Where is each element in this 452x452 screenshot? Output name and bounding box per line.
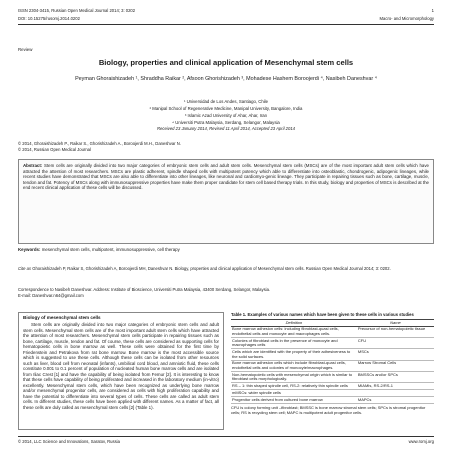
table-row (231, 360, 434, 371)
section-name: Macro- and Micromorphology (379, 16, 434, 21)
left-section-box (18, 312, 224, 430)
cite-text: Ghoraishizadeh P, Raikar S, Ghorishizadeh A, Boroojerdi MH, Daneshvar N. Biology, properties and clinical application of Mesenchymal stem cells. Russian Open Medical Journal 2014; 3: 0202. (32, 266, 391, 271)
copyright-block (18, 141, 181, 153)
name-cell: MAPCs (357, 397, 434, 404)
affiliation: ¹ Universidad de Los Andes, Santiago, Chile (183, 99, 269, 104)
affiliation: ⁴ Universiti Putra Malaysia, Serdang, Selangor, Malaysia (172, 120, 280, 125)
definition-cell: Bone marrow adhesion cells which include fibroblast-quasi cells, endothelial cells and colonies of monocyte/macrophages. (231, 360, 357, 371)
name-cell: CFU (357, 337, 434, 348)
copyright-authors: © 2014, Ghoraishizadeh P., Raikar S., Ghorishizadeh A., Boroojerdi M.H., Daneshvar N. (18, 141, 181, 146)
name-cell: MSCs (357, 349, 434, 360)
name-cell: Precursor of non-hematopoietic tissue (357, 326, 434, 337)
page-number: 1 (431, 8, 434, 13)
name-cell (357, 390, 434, 397)
definition-cell: Cells which are identified with the property of their adhesiveness to the solid surfaces. (231, 349, 357, 360)
affiliation: ³ Islamic Azad University of Ahar, Ahar, Iran (184, 113, 268, 118)
table-row (231, 326, 434, 337)
name-cell: Marrow Stromal Cells (357, 360, 434, 371)
footer-publisher: © 2014, LLC Science and Innovations, Saratov, Russia (18, 439, 120, 444)
keywords (18, 247, 434, 252)
table-row (231, 397, 434, 404)
table-row (231, 383, 434, 390)
definition-cell: Progenitor cells derived from cultured bone marrow (231, 397, 357, 404)
article-type: Review (18, 47, 33, 52)
table-row (231, 349, 434, 360)
body-right-column (231, 312, 434, 415)
table-caption: Table 1. Examples of various names which have been given to these cells in various studies (231, 312, 414, 317)
footer-website[interactable]: www.romj.org (408, 439, 434, 444)
definition-cell: Colonies of fibroblast cells in the presence of monocyte and macrophages cells (231, 337, 357, 348)
copyright-journal: © 2014, Russian Open Medical Journal (18, 147, 91, 152)
doi-line: DOI: 10.15275/rusomj.2014.0202 (18, 16, 80, 21)
body-paragraph: Stem cells are originally divided into two major categories of embryonic stem cells and adult stem cells. Mesenchymal stem cells are of the most important adult stem cells which have attracted the attention of most researchers. Mesenchymal stem cells participate in repairing tissues such as bone, cartilage, muscle, tendon and fat. Of course, these cells are considered as supporting cells for hematopoietic cells in bone marrow as well. These cells were obtained for the first time by Friedenstein and Petrakova from rat bone marrow. Bone marrow is the most accessible source which is suggested to use these cells. Although these cells can be isolated from other resources such as liver, blood cell from neonatal (infants), umbilical cord blood, and amniotic fluid, these cells constitute 0.001 to 0.1 percent of population of nucleated human bone marrow cells and are isolated from Iliac Crest [1] and have the capability of being isolated from Femur [2]. It is interesting to know that these cells have capability of being proliferated and increased in the laboratory medium (in-vitro) excellently. Mesenchymal stem cells, which have been recognized as underlying bone marrow and/or mesenchymal progenitor cells, are considered as cells with high proliferation capability and have the potential to differentiate into several types of cells. These cells are called as adult stem cells. In different studies, these cells have been applied with different names. As a matter of fact, all these cells are duly called as mesenchymal stem cells [2] (Table 1). (23, 322, 219, 410)
body-left-column (18, 312, 224, 430)
table-header-row (231, 320, 434, 327)
journal-subheader (18, 16, 434, 21)
author-list: Peyman Ghoraishizadeh ¹, Shraddha Raikar ², Afsoon Ghorishizadeh ³, Mohadese Hashem Boroojerdi ⁴, Nasibeh Daneshvar ⁴ (75, 76, 377, 82)
table-row (231, 390, 434, 397)
table-header-name: Name (357, 320, 434, 327)
affiliation: ² Manipal School of Regenerative Medicine, Manipal University, Bangalore, India (149, 106, 303, 111)
article-dates: Received 23 January 2014, Revised 11 April 2014, Accepted 23 April 2014 (157, 126, 295, 131)
definition-cell: Bone marrow adhesion cells: including fibroblast-quasi cells, endothelial cells and monocyte and macrophages cells. (231, 326, 357, 337)
table-footnote: CFU is colony forming unit –fibroblast; BMSSC is bone marrow stromal stem cells; SPCs is stromal progenitor cells; RS is recycling stem cell; MAPC is multipotent adult progenitor cells. (231, 404, 426, 415)
journal-header (18, 8, 434, 13)
abstract-paragraph (23, 163, 429, 191)
keywords-text: mesenchymal stem cells, multipotent, immunosuppressive, cell therapy (41, 247, 180, 252)
name-cell: MIAMIs, RS-2/RS-1 (357, 383, 434, 390)
table-row (231, 372, 434, 383)
abstract-text: Stem cells are originally divided into two major categories of embryonic stem cells and adult stem cells. Mesenchymal stem cells (MSCs) are of the most important adult stem cells which have attracted the attention of most researchers. MSCs are plastic adherent, spindle shaped cells with multipotent potency which able to differentiate into osteoblastic, chondrogenic, adipogenic lineages, while recent studies have demonstrated that MSCs are also able to differentiate into other lineages, like neuronal and cardiomyo-genic lineage. They participate in repairing tissues such as bone, cartilage, muscle, tendon and fat. Potency of MSCs along with immunosuppressive properties have make them proper candidate for stem cell based therapy trials. In this study, biology and properties of MSCs is described at the end recent clinical application of these cells will be discussed. (23, 163, 429, 191)
correspondence-email[interactable]: E-mail: Daneshvar.n64@gmail.com (18, 292, 84, 298)
correspondence (18, 287, 434, 298)
name-cell: BMSSCs and/or SPCs (357, 372, 434, 383)
definition-cell: mMSCs: wider spindle cells (231, 390, 357, 397)
article-title: Biology, properties and clinical application of Mesenchymal stem cells (98, 58, 354, 67)
citation (18, 266, 434, 272)
definition-cell: Non-hematopoietic cells with mesenchymal origin which is similar to fibroblast cells morphologically. (231, 372, 357, 383)
names-table (231, 319, 434, 404)
header-rule (18, 24, 434, 25)
section-heading: Biology of mesenchymal stem cells (23, 315, 101, 320)
keywords-label: Keywords: (18, 247, 41, 252)
correspondence-address: Correspondence to Nasibeh Daneshvar. Address: Institute of Bioscience, Universiti Putra Malaysia, 43400 Serdang, Selangor, Malaysia. (18, 287, 271, 292)
issn-line: ISSN 2304-3415, Russian Open Medical Journal 2014; 3: 0202 (18, 8, 136, 13)
table-header-definition: Definition (231, 320, 357, 327)
abstract-label: Abstract: (23, 163, 43, 168)
cite-label: Cite as (18, 266, 32, 271)
definition-cell: RS – 1: thin shaped spindle cell, RS-2: relatively thin spindle cells (231, 383, 357, 390)
footer-rule (18, 436, 434, 437)
abstract-box (18, 159, 434, 244)
affiliations (60, 98, 392, 126)
table-row (231, 337, 434, 348)
page-footer (18, 439, 434, 444)
